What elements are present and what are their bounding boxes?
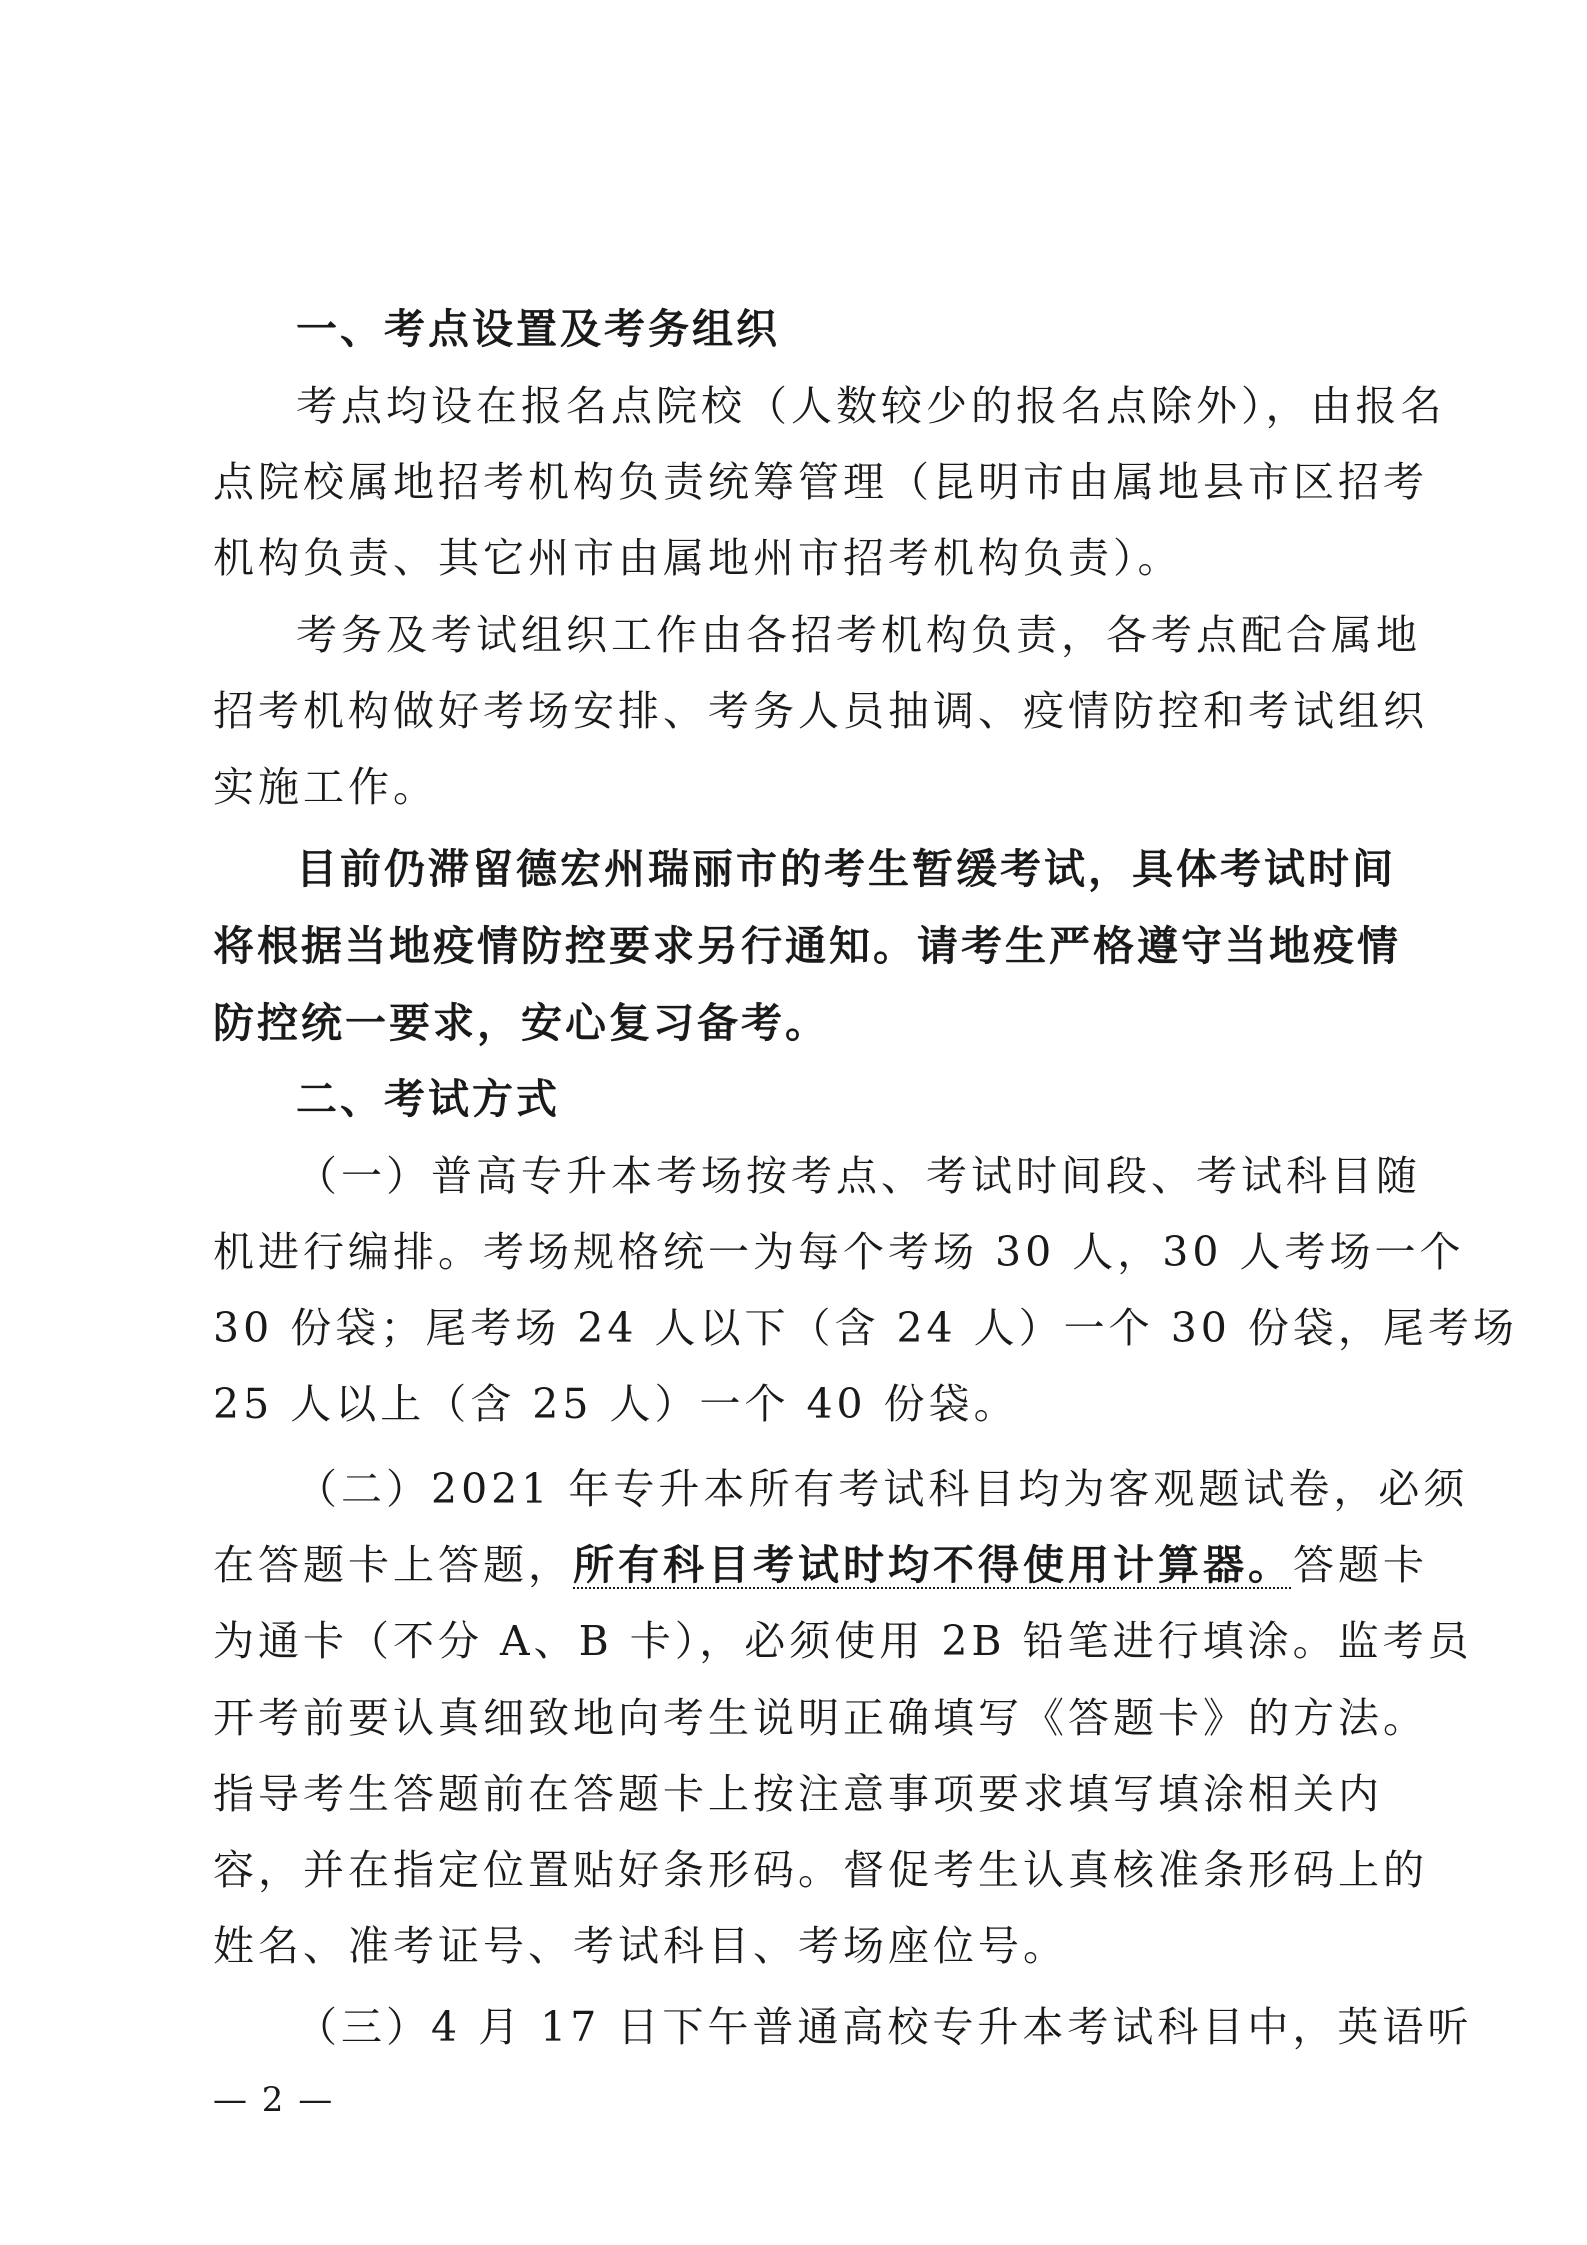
paragraph-line: 考点均设在报名点院校（人数较少的报名点除外），由报名: [296, 382, 1446, 430]
paragraph-line: 机进行编排。考场规格统一为每个考场 30 人，30 人考场一个: [213, 1228, 1465, 1276]
paragraph-line: （三）4 月 17 日下午普通高校专升本考试科目中，英语听: [296, 2003, 1473, 2051]
section-heading-exam-method: 二、考试方式: [296, 1075, 560, 1123]
paragraph-line: 容，并在指定位置贴好条形码。督促考生认真核准条形码上的: [213, 1846, 1428, 1894]
paragraph-line: 实施工作。: [213, 763, 438, 811]
text-segment: 在答题卡上答题，: [213, 1541, 573, 1589]
paragraph-line: 点院校属地招考机构负责统筹管理（昆明市由属地县市区招考: [213, 458, 1428, 506]
paragraph-line: 开考前要认真细致地向考生说明正确填写《答题卡》的方法。: [213, 1694, 1428, 1742]
bold-notice-line: 防控统一要求，安心复习备考。: [213, 999, 829, 1047]
bold-notice-line: 将根据当地疫情防控要求另行通知。请考生严格遵守当地疫情: [213, 922, 1401, 970]
paragraph-line: 为通卡（不分 A、B 卡），必须使用 2B 铅笔进行填涂。监考员: [213, 1617, 1473, 1665]
paragraph-line: 考务及考试组织工作由各招考机构负责，各考点配合属地: [296, 611, 1421, 659]
paragraph-line: 机构负责、其它州市由属地州市招考机构负责）。: [213, 534, 1183, 582]
paragraph-line: 25 人以上（含 25 人）一个 40 份袋。: [213, 1380, 1019, 1428]
section-heading-exam-sites: 一、考点设置及考务组织: [296, 305, 780, 353]
paragraph-line: （二）2021 年专升本所有考试科目均为客观题试卷，必须: [296, 1465, 1469, 1513]
paragraph-line: （一）普高专升本考场按考点、考试时间段、考试科目随: [296, 1152, 1421, 1200]
page-number: — 2 —: [213, 2080, 335, 2120]
paragraph-line: 30 份袋；尾考场 24 人以下（含 24 人）一个 30 份袋，尾考场: [213, 1304, 1518, 1352]
paragraph-line-mixed: [213, 1526, 1428, 1604]
paragraph-line: 姓名、准考证号、考试科目、考场座位号。: [213, 1922, 1068, 1970]
paragraph-line: 招考机构做好考场安排、考务人员抽调、疫情防控和考试组织: [213, 687, 1428, 735]
bold-notice-line: 目前仍滞留德宏州瑞丽市的考生暂缓考试，具体考试时间: [296, 845, 1396, 893]
text-segment: 答题卡: [1293, 1541, 1428, 1589]
paragraph-line: 指导考生答题前在答题卡上按注意事项要求填写填涂相关内: [213, 1770, 1383, 1818]
emphasis-dotted-underline: 所有科目考试时均不得使用计算器。: [573, 1541, 1293, 1589]
